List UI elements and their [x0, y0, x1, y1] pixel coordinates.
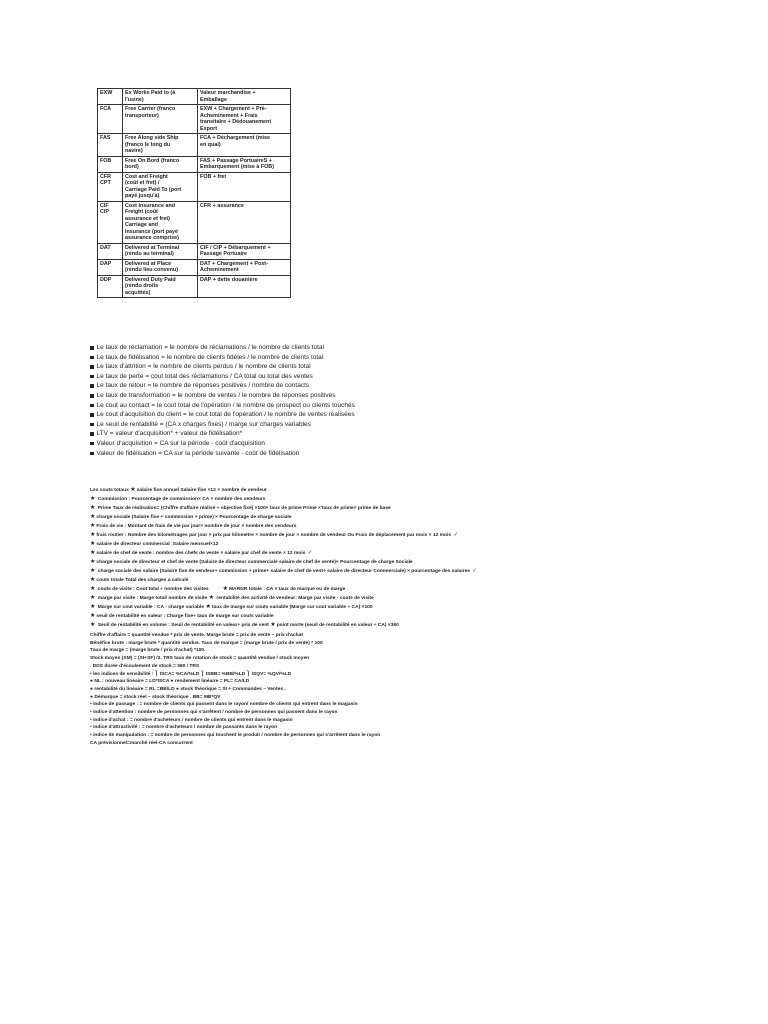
incoterm-name-line: (rendu droits: [125, 283, 159, 289]
rate-text: Le cout au contact = le cout total de l'opération / le nombre de prospect ou clients touchés: [96, 401, 355, 409]
sales-line: [90, 531, 550, 540]
square-bullet-icon: [90, 365, 94, 369]
retail-line: • indice d'attractivité : = nombre d'acheteurs / nombre de passants dans le rayon: [90, 725, 278, 731]
star-bullet-icon: ★: [270, 622, 276, 628]
sales-text: Prime Taux de réalisation= (Chiffre d'affaire réalisé ÷ objective fixé) ×100× taux de prime Prime ×Taux de prime× prime de base: [96, 506, 391, 511]
star-bullet-icon: ★: [222, 586, 228, 592]
incoterm-name-cell: [123, 89, 198, 105]
incoterm-name-cell: [123, 172, 198, 201]
incoterm-row: [98, 172, 291, 201]
rate-item: [90, 362, 510, 372]
incoterm-cost-line: Acheminement + Frais: [200, 112, 258, 119]
incoterm-name-line: Insurance (port payé: [125, 228, 179, 235]
incoterm-code-line: CFR: [100, 173, 112, 180]
square-bullet-icon: [90, 356, 94, 360]
incoterm-cost-line: Export: [200, 125, 218, 132]
sales-text: Seuil de rentabilité en volume : Seuil de rentabilité en valeur÷ prix de vent: [96, 623, 271, 628]
square-bullet-icon: [90, 452, 94, 456]
incoterm-name-line: Carriage Paid To (port: [125, 186, 182, 193]
incoterm-code-cell: [98, 134, 123, 157]
incoterm-name-line: Freight (coût: [125, 209, 158, 215]
rate-text: Le taux de perte = cout total des réclamations / CA total ou total des ventes: [96, 372, 313, 380]
star-bullet-icon: ★: [90, 613, 96, 619]
incoterm-name-line: Free Along side Ship: [125, 135, 179, 141]
incoterm-cost-cell: [198, 89, 291, 105]
incoterm-name-cell: [123, 275, 198, 298]
star-bullet-icon: ★: [90, 577, 96, 583]
incoterm-row: [98, 259, 291, 275]
incoterm-cost-cell: [198, 259, 291, 275]
incoterm-code-cell: [98, 243, 123, 259]
incoterm-name-cell: [123, 156, 198, 172]
sales-text: couts totale Total des charges a calculé: [96, 578, 189, 583]
star-bullet-icon: ★: [130, 487, 136, 493]
checkmark-icon: ✓: [453, 532, 459, 538]
retail-line: • indice d'achat : = nombre d'acheteurs / nombre de clients qui entrent dans le magasin: [90, 717, 293, 723]
square-bullet-icon: [90, 404, 94, 408]
incoterm-cost-line: transitaire + Dédouanement: [200, 119, 272, 125]
incoterm-code-cell: [98, 89, 123, 105]
incoterm-name-cell: [123, 201, 198, 243]
square-bullet-icon: [90, 394, 94, 398]
sales-text: point morte (seuil de rentabilité en valeur ÷ CA) ×360: [276, 623, 399, 628]
incoterm-name-line: (rendu lieu convenu): [125, 267, 179, 273]
incoterm-code-line: CPT: [100, 180, 111, 186]
incoterm-code-line: CIP: [100, 209, 109, 215]
incoterm-name-line: Carriage and: [125, 222, 158, 228]
incoterm-name-line: Cost and Freight: [125, 173, 168, 180]
sales-line: [90, 603, 550, 612]
sales-text: rentabilité des activité de vendeur: Marge par visite - couts de visite: [215, 596, 374, 601]
star-bullet-icon: ★: [90, 586, 96, 592]
sales-force-costs-section: [90, 486, 550, 630]
retail-line: ● rentabilité du linéaire = RL =BB/LD ● stock théorique = SI + Commandes – Ventes .: [90, 686, 286, 692]
incoterm-name-line: acquittés): [125, 289, 151, 296]
square-bullet-icon: [90, 346, 94, 350]
rate-item: [90, 439, 510, 449]
incoterm-name-line: assurance et fret): [125, 215, 170, 222]
sales-line: [90, 576, 550, 585]
checkmark-icon: ✓: [472, 568, 477, 574]
sales-line: [90, 612, 550, 621]
incoterm-cost-cell: [198, 201, 291, 243]
incoterm-name-line: assurance comprise): [125, 235, 179, 241]
incoterm-cost-line: DAP + dette douanière: [200, 276, 258, 283]
square-bullet-icon: [90, 423, 94, 427]
sales-line: [90, 585, 550, 594]
retail-line: • indice de manipulation : = nombre de personnes qui touchent le produit / nombre de personnes qui s'arrêtent dans le rayon: [90, 733, 381, 739]
incoterm-name-line: Delivered Duty Paid: [125, 276, 176, 283]
incoterm-code-line: DAT: [100, 244, 111, 251]
sales-text: salaire de chef de vente : nombre des chefs de vente × salaire par chef de vente × 12 mois: [96, 551, 307, 556]
incoterm-row: [98, 89, 291, 105]
sales-text: couts de visite : Cout total ÷ nombre des visites: [96, 587, 209, 592]
sales-text: frais routier : Nombre des kilométrages par jour × prix par kilomètre × nombre de jour × nombre de vendeur Ou Frais de déplacement par mois × 12 mois: [96, 533, 453, 538]
star-bullet-icon: ★: [90, 523, 96, 529]
sales-line: [90, 513, 550, 522]
rate-text: Le cout d'acquisition du client = le cout total de l'opération / le nombre de ventes réalisées: [96, 411, 355, 419]
sales-line: [90, 567, 550, 576]
incoterm-name-line: Free Carrier (franco: [125, 106, 176, 112]
incoterm-code-line: DAP: [100, 260, 112, 267]
incoterm-code-line: CIF: [100, 202, 109, 209]
incoterm-cost-cell: [198, 275, 291, 298]
rate-text: Le taux de retour = le nombre de réponses positives / nombre de contacts: [96, 382, 310, 390]
rate-item: [90, 372, 510, 382]
star-bullet-icon: ★: [90, 541, 96, 547]
star-bullet-icon: ★: [90, 532, 96, 538]
sales-line: [90, 504, 550, 513]
incoterm-cost-cell: [198, 105, 291, 134]
sales-text: charge sociale des salaire (Salaire fixe de vendeur+ commission + prime+ salaire de chef de vent+ salaire de directeur Commerciale) × pourcentage des salaires: [96, 569, 472, 574]
incoterm-row: [98, 201, 291, 243]
incoterm-name-line: (coût et fret) /: [125, 180, 160, 186]
incoterm-cost-line: CIF / CIP + Débarquement +: [200, 244, 271, 251]
incoterm-cost-cell: [198, 134, 291, 157]
incoterm-cost-line: CFR + assurance: [200, 202, 244, 209]
incoterm-code-cell: [98, 275, 123, 298]
retail-line: Stock moyen (SM) = (SI+SF) /2. TRS taux de rotation de stock = quantité vendue / stock moyen: [90, 656, 310, 662]
incoterm-code-cell: [98, 156, 123, 172]
rate-text: Le taux de transformation = le nombre de ventes / le nombre de réponses positives: [96, 391, 336, 399]
sales-text: salaire fixe annuel Salaire fixe ×12 × nombre de vendeur: [136, 488, 267, 493]
retail-line: CA prévisionnel=marché réel-CA concurrent: [90, 740, 193, 746]
incoterm-cost-line: Valeur marchandise +: [200, 90, 256, 96]
rate-text: Le taux d'attrition = le nombre de clients perdus / le nombre de clients total: [96, 363, 311, 371]
incoterm-name-line: transporteur): [125, 112, 159, 119]
rate-text: Le taux de fidélisation = le nombre de clients fidèles / le nombre de clients total: [96, 353, 324, 361]
incoterm-name-line: Delivered at Terminal: [125, 244, 180, 251]
retail-line: . DDS durée d'écoulement de stock = 360 / TRS: [90, 663, 200, 669]
sales-text: MARGR totale : CA × taux de marque ou de marge: [228, 587, 346, 592]
rate-text: Valeur de fidélisation = CA sur la période suivante - coût de fidélisation: [96, 449, 300, 457]
star-bullet-icon: ★: [90, 604, 96, 610]
star-bullet-icon: ★: [90, 550, 96, 556]
incoterm-name-line: bord): [125, 164, 139, 170]
retail-line: ● Démarque = stock réel – stock théorique . BB= MB*QV: [90, 694, 221, 700]
incoterm-cost-line: Embarquement (mise à FOB): [200, 164, 274, 170]
retail-formulas-section: [90, 632, 550, 748]
sales-text: Frais de vie : Montant de frais de vie par jour× nombre de jour × nombre des vendeurs: [96, 524, 297, 529]
incoterm-row: [98, 156, 291, 172]
sales-line: [90, 549, 550, 558]
sales-text: salaire de directeur commercial :Salaire mensuel×12: [96, 542, 219, 547]
incoterm-name-line: navire): [125, 148, 143, 154]
retail-line: Chiffre d'affaire = quantité vendue * prix de vente. Marge brute = prix de vente – prix d'achat: [90, 633, 303, 638]
retail-line: Taux de marge = (marge brute / prix d'achat) *100.: [90, 648, 206, 654]
incoterm-code-line: FOB: [100, 157, 112, 164]
star-bullet-icon: ★: [208, 595, 215, 601]
incoterm-row: [98, 105, 291, 134]
retail-line: • indice d'attention : nombre de personnes qui s'arrêtent / nombre de personnes qui passent dans le rayon: [90, 710, 338, 716]
sales-text: charge sociale de directeur et chef de vente (Salaire de directeur commerciale salaire de chef de vente)× Pourcentage de charge Sociale: [96, 560, 413, 565]
incoterm-row: [98, 243, 291, 259]
rate-item: [90, 429, 510, 439]
incoterm-cost-line: FAS + Passage PortuaireS +: [200, 157, 272, 164]
retail-line: Bénéfice brute : marge brute * quantité vendue. Taux de marque = (marge brute / prix de vente) * 100: [90, 640, 323, 646]
sales-text: Marge sur cout variable : CA - charge variable: [96, 605, 206, 610]
incoterm-code-line: FAS: [100, 135, 111, 141]
sales-text: marge par visite : Marge total/ nombre de visite: [96, 596, 209, 601]
star-bullet-icon: ★: [90, 568, 96, 574]
incoterm-cost-line: Emballage: [200, 96, 227, 103]
square-bullet-icon: [90, 442, 94, 446]
sales-line: [90, 495, 550, 504]
rate-item: [90, 420, 510, 430]
retail-line: • les indices de sensibilité : ⎫ ISCA= %CA/%LD ⎫ ISBB= %BB/%LD ⎫ ISQV= %QV/%LD: [90, 671, 292, 677]
incoterm-code-cell: [98, 259, 123, 275]
star-bullet-icon: ★: [205, 604, 211, 610]
rate-item: [90, 391, 510, 401]
sales-text: Commission : Pourcentage de commission× CA × nombre des vendeurs: [96, 497, 266, 502]
incoterm-code-cell: [98, 172, 123, 201]
incoterm-row: [98, 275, 291, 298]
star-bullet-icon: ★: [90, 559, 96, 565]
square-bullet-icon: [90, 413, 94, 417]
sales-line: [90, 486, 550, 495]
rate-item: [90, 410, 510, 420]
sales-text: charge sociale (Salaire fixe + commission + prime) × Pourcentage de charge sociale: [96, 515, 292, 520]
incoterm-cost-line: FOB + fret: [200, 173, 227, 180]
rate-item: [90, 381, 510, 391]
incoterm-name-line: Free On Bord (franco: [125, 157, 180, 164]
star-bullet-icon: ★: [90, 514, 96, 520]
star-bullet-icon: ★: [90, 496, 96, 502]
rate-item: [90, 353, 510, 363]
incoterm-cost-cell: [198, 156, 291, 172]
incoterm-name-cell: [123, 134, 198, 157]
square-bullet-icon: [90, 384, 94, 388]
rate-item: [90, 343, 510, 353]
incoterm-code-cell: [98, 105, 123, 134]
star-bullet-icon: ★: [90, 505, 96, 511]
incoterm-name-line: (franco le long du: [125, 141, 171, 148]
sales-line: [90, 522, 550, 531]
rate-item: [90, 449, 510, 459]
incoterm-cost-cell: [198, 243, 291, 259]
star-bullet-icon: ★: [90, 622, 96, 628]
incoterm-name-cell: [123, 105, 198, 134]
retail-line: ● NL : nouveau linéaire = LD*ISCA ● rendement linéaire = PL= CA/LD: [90, 679, 250, 685]
star-bullet-icon: ★: [90, 595, 96, 601]
sales-line: [90, 540, 550, 549]
customer-rates-list: [90, 343, 510, 458]
sales-text: taux de marge sur couts variable (Marge sur cout variable ÷ CA) ×100: [211, 605, 373, 610]
incoterm-code-line: DDP: [100, 276, 112, 283]
rate-text: Le seuil de rentabilité = (CA x charges fixes) / marge sur charges variables: [96, 420, 311, 428]
incoterm-name-line: Delivered at Place: [125, 260, 172, 267]
sales-line: [90, 594, 550, 603]
square-bullet-icon: [90, 432, 94, 436]
sales-line: [90, 558, 550, 567]
incoterm-name-line: Cost Insurance and: [125, 202, 176, 209]
rate-text: Valeur d'acquisition = CA sur la période - coût d'acquisition: [96, 439, 265, 447]
incoterm-name-cell: [123, 243, 198, 259]
incoterm-cost-line: en quai): [200, 141, 221, 148]
incoterm-cost-line: EXW + Chargement + Pré-: [200, 106, 267, 112]
incoterm-cost-line: Acheminement: [200, 267, 239, 273]
incoterm-cost-line: DAT + Chargement + Post-: [200, 260, 268, 267]
checkmark-icon: ✓: [307, 550, 313, 556]
rate-text: Le taux de réclamation = le nombre de réclamations / le nombre de clients total: [96, 344, 324, 351]
square-bullet-icon: [90, 375, 94, 379]
incoterm-code-line: FCA: [100, 106, 112, 112]
incoterm-name-line: Ex Works Paid to (à: [125, 90, 176, 96]
rate-text: LTV = valeur d'acquisition* + valeur de fidélisation*: [96, 430, 243, 438]
incoterm-name-line: l'usine): [125, 96, 144, 103]
incoterm-name-line: payé jusqu'à): [125, 193, 160, 199]
incoterm-cost-line: Passage Portuaire: [200, 251, 248, 257]
incoterm-code-line: EXW: [100, 90, 113, 96]
incoterm-name-cell: [123, 259, 198, 275]
sales-line: [90, 621, 550, 630]
incoterm-row: [98, 134, 291, 157]
retail-line: • indice de passage : = nombre de clients qui passent dans le rayon/ nombre de clients qui entrent dans le magasin: [90, 702, 358, 708]
rate-item: [90, 401, 510, 411]
incoterms-table: [97, 88, 291, 298]
sales-text: Les couts totaux: [90, 488, 131, 493]
incoterm-cost-cell: [198, 172, 291, 201]
incoterm-cost-line: FCA + Déchargement (mise: [200, 135, 271, 141]
incoterm-code-cell: [98, 201, 123, 243]
incoterm-name-line: (rendu au terminal): [125, 251, 174, 257]
sales-text: seuil de rentabilité en valeur : Charge fixe÷ taux de marge sur couts variable: [96, 614, 274, 619]
